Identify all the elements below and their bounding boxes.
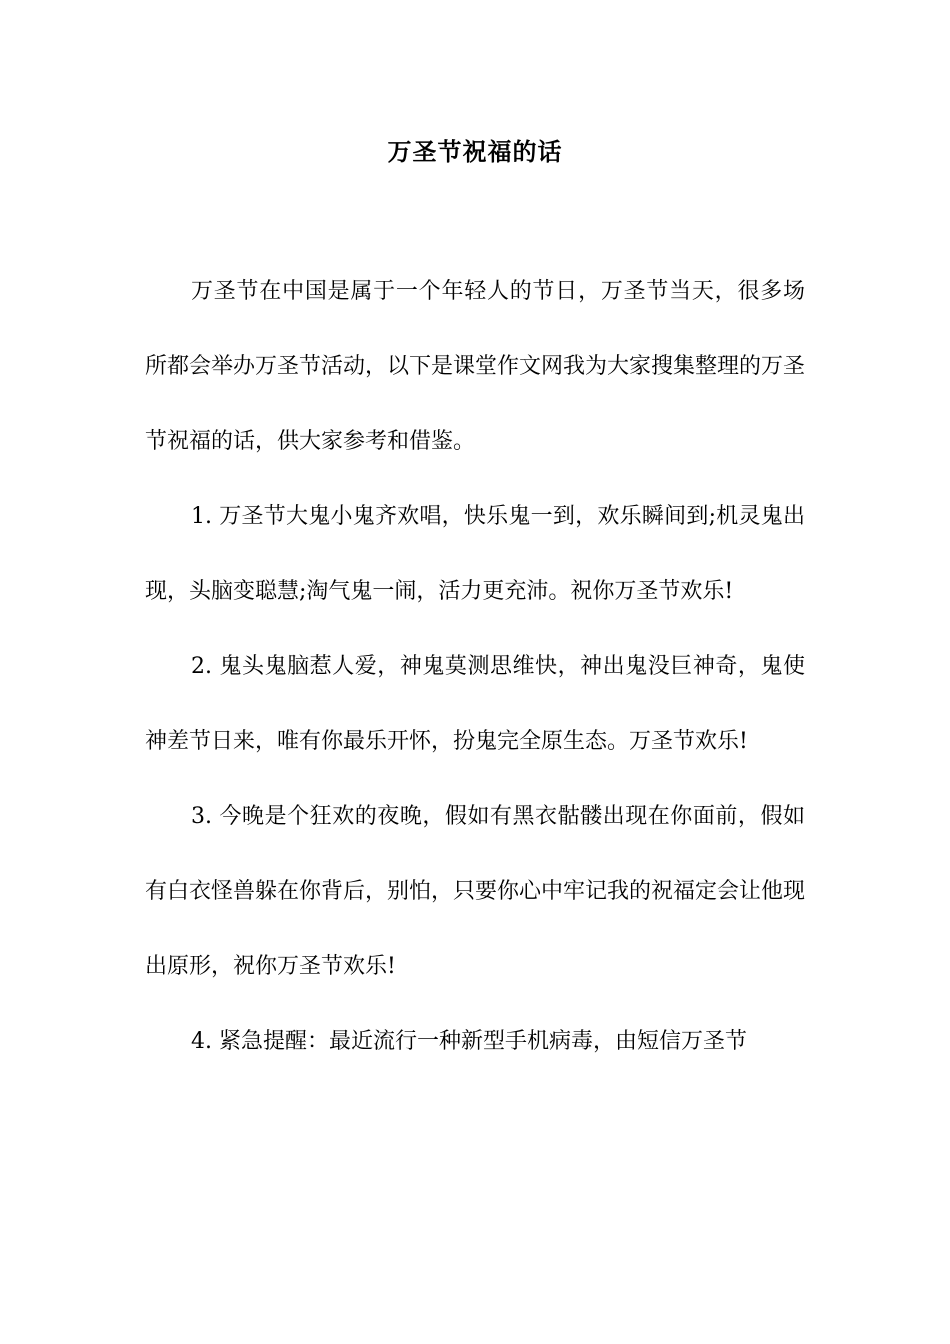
paragraph-item-3: 3. 今晚是个狂欢的夜晚，假如有黑衣骷髅出现在你面前，假如有白衣怪兽躲在你背后，别怕，只要你心中牢记我的祝福定会让他现出原形，祝你万圣节欢乐! [145, 804, 806, 979]
paragraph-intro: 万圣节在中国是属于一个年轻人的节日，万圣节当天，很多场所都会举办万圣节活动，以下是课堂作文网我为大家搜集整理的万圣节祝福的话，供大家参考和借鉴。 [145, 279, 806, 454]
paragraph-item-4: 4. 紧急提醒：最近流行一种新型手机病毒，由短信万圣节 [191, 1029, 747, 1054]
paragraph-item-2: 2. 鬼头鬼脑惹人爱，神鬼莫测思维快，神出鬼没巨神奇，鬼使神差节日来，唯有你最乐开怀，扮鬼完全原生态。万圣节欢乐! [145, 654, 805, 754]
document-title: 万圣节祝福的话 [387, 137, 563, 166]
document-body [145, 254, 805, 1079]
paragraph-item-1: 1. 万圣节大鬼小鬼齐欢唱，快乐鬼一到，欢乐瞬间到;机灵鬼出现，头脑变聪慧;淘气鬼一闹，活力更充沛。祝你万圣节欢乐! [145, 504, 805, 604]
